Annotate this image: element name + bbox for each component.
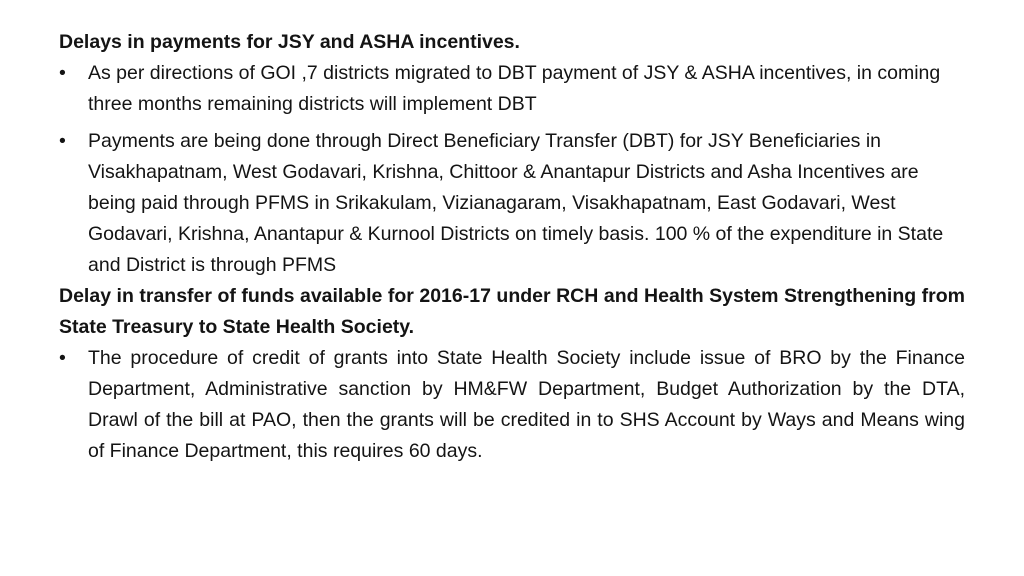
bullet-list-jsy-asha xyxy=(59,58,965,281)
bullet-item-grant-credit-procedure xyxy=(59,343,965,467)
bullet-icon: • xyxy=(59,62,66,84)
bullet-item-dbt-pfms-payments xyxy=(59,126,965,281)
bullet-list-fund-transfer xyxy=(59,343,965,467)
bullet-icon: • xyxy=(59,347,66,369)
bullet-text: The procedure of credit of grants into State Health Society include issue of BRO by the Finance Department, Administrative sanction by HM&FW Department, Budget Authorization by the DTA, Drawl of the bill at PAO, then the grants will be credited in to SHS Account by Ways and Means wing of Finance Department, this requires 60 days. xyxy=(88,347,965,462)
slide-content xyxy=(59,27,965,473)
bullet-item-dbt-migration xyxy=(59,58,965,120)
section-heading-jsy-asha-delays: Delays in payments for JSY and ASHA incentives. xyxy=(59,31,520,53)
bullet-icon: • xyxy=(59,130,66,152)
bullet-text: As per directions of GOI ,7 districts migrated to DBT payment of JSY & ASHA incentives, in coming three months remaining districts will implement DBT xyxy=(88,62,941,115)
section-heading-fund-transfer-delay: Delay in transfer of funds available for 2016-17 under RCH and Health System Strengthening from State Treasury to State Health Society. xyxy=(59,285,965,338)
bullet-text: Payments are being done through Direct Beneficiary Transfer (DBT) for JSY Beneficiaries in Visakhapatnam, West Godavari, Krishna, Chittoor & Anantapur Districts and Asha Incentives are being paid through PFMS in Srikakulam, Vizianagaram, Visakhapatnam, East Godavari, West Godavari, Krishna, Anantapur & Kurnool Districts on timely basis. 100 % of the expenditure in State and District is through PFMS xyxy=(88,130,944,276)
